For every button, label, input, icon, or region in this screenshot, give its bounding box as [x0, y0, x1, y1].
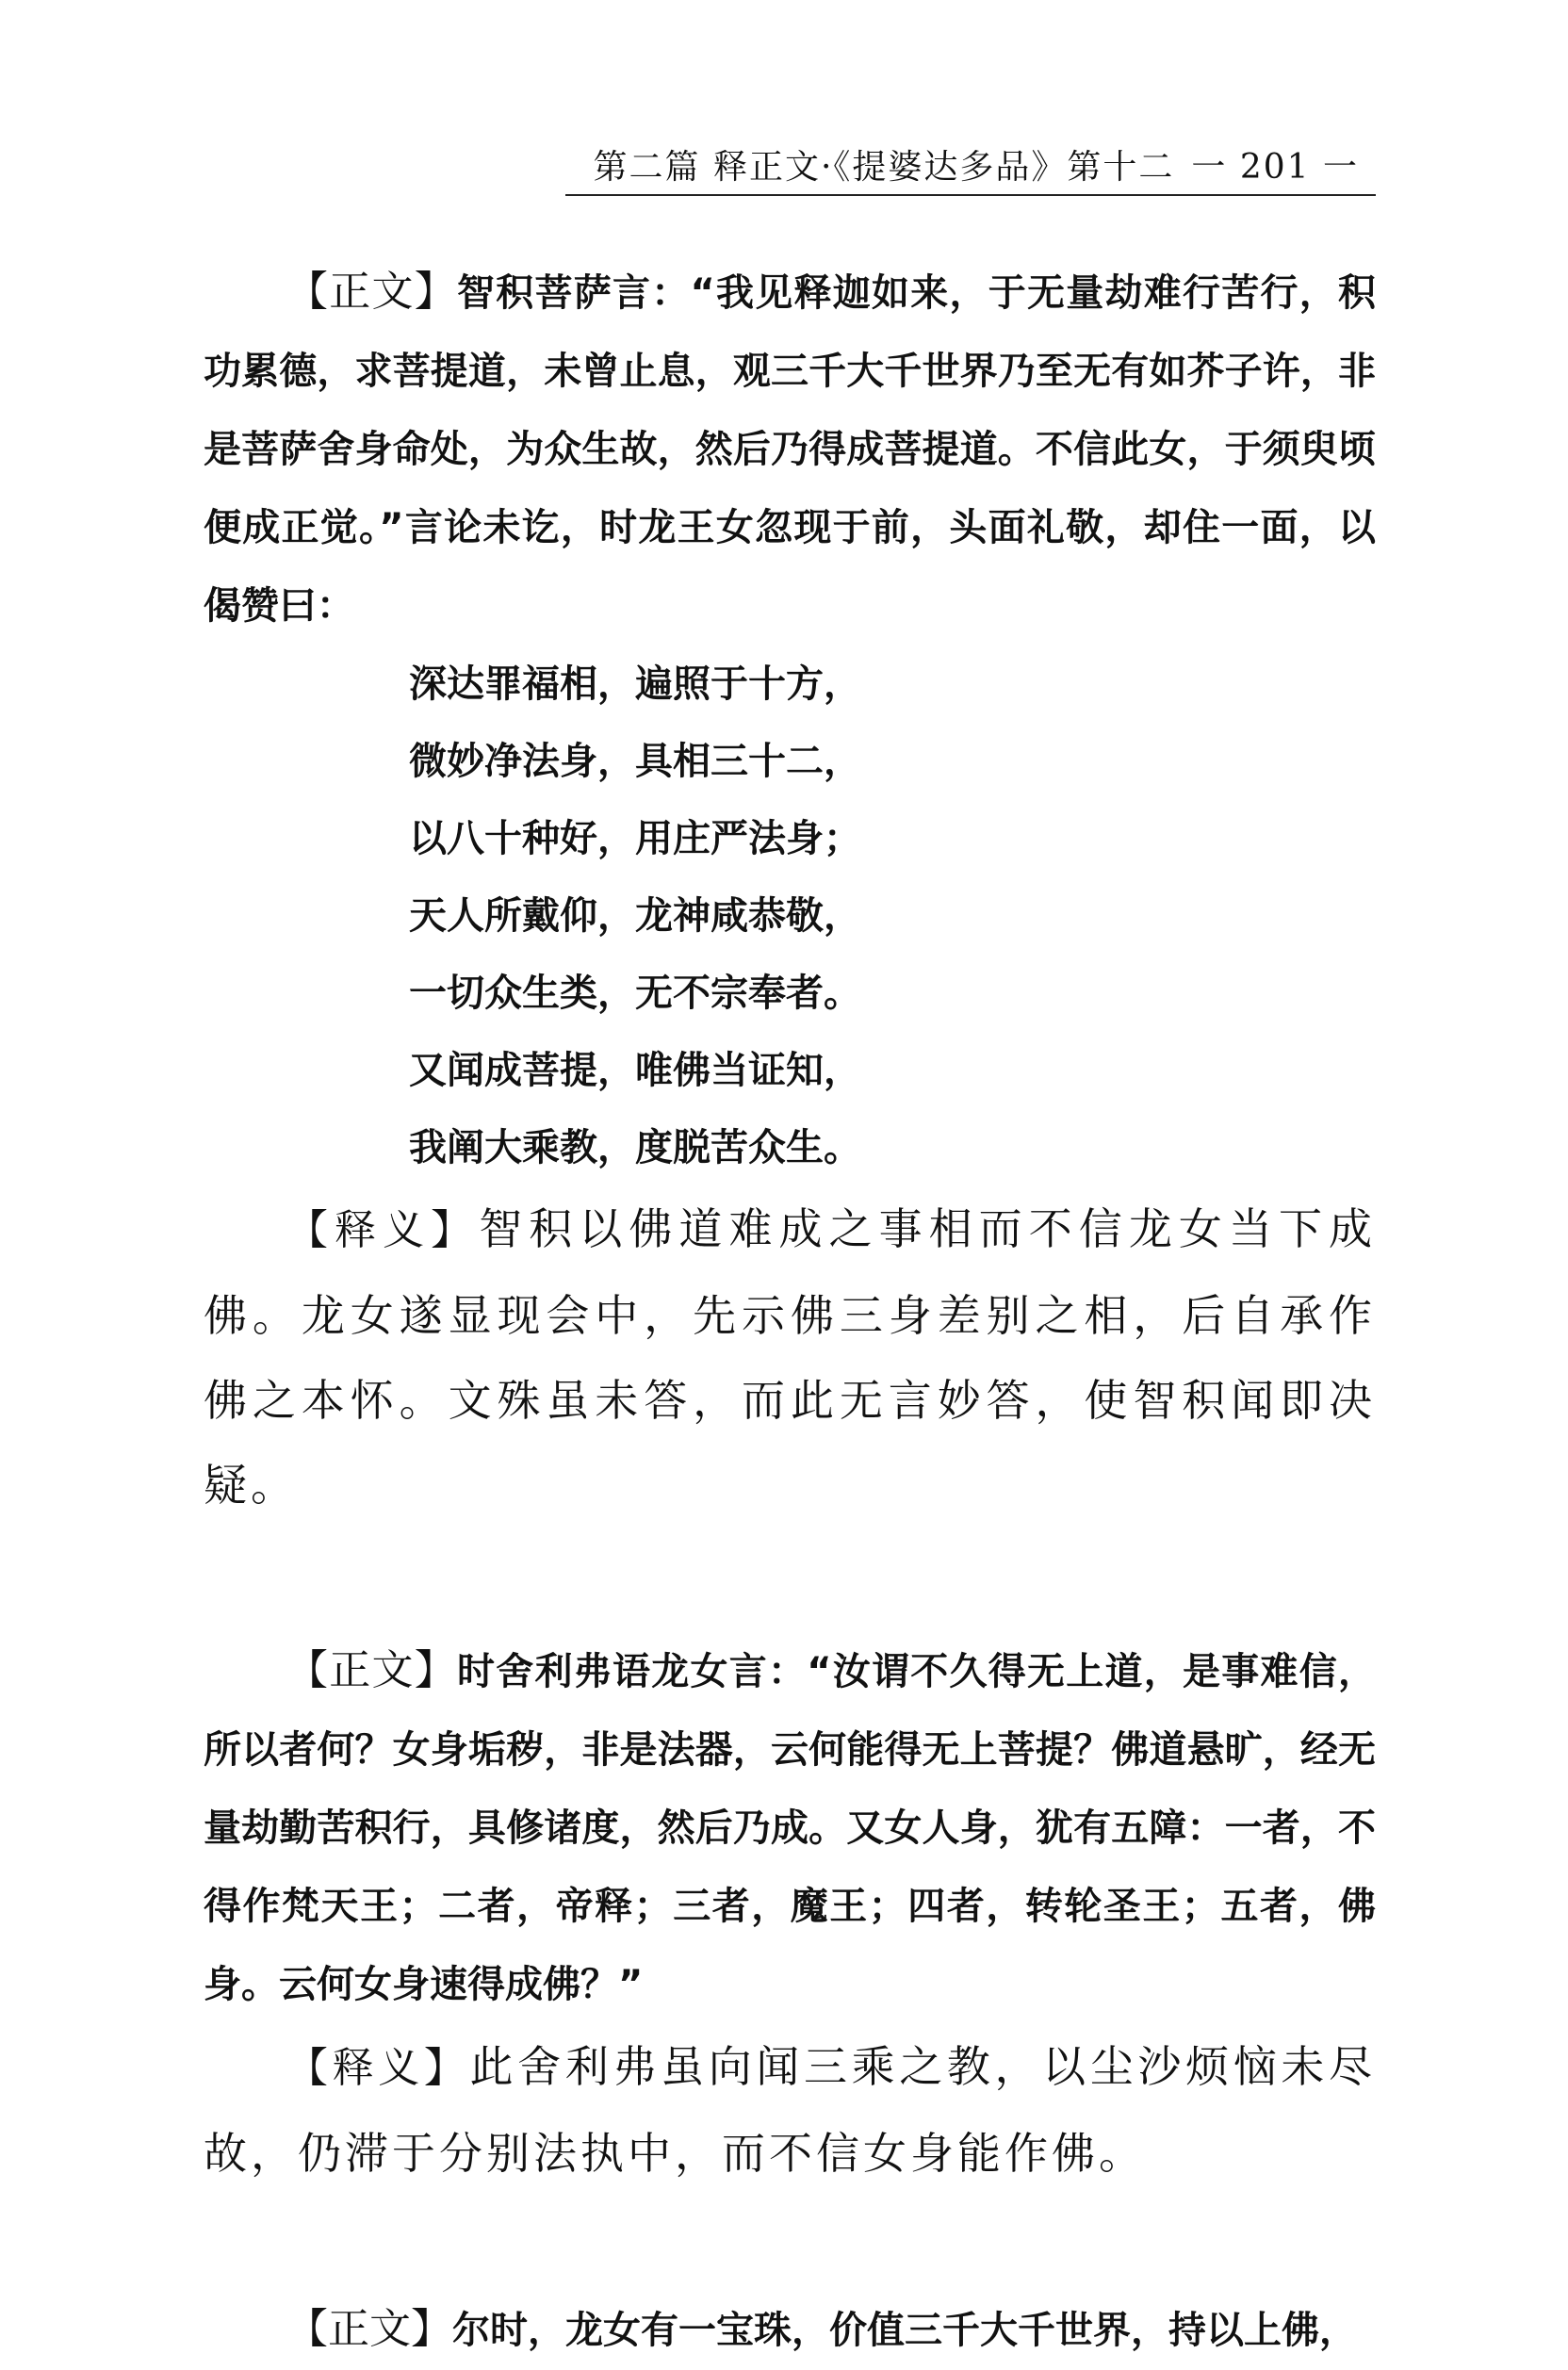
verse-line: 深达罪福相，遍照于十方，: [409, 662, 861, 706]
running-header: [565, 149, 1376, 196]
page-body: [204, 253, 1376, 2370]
scripture-paragraph-3: [204, 2290, 1376, 2370]
explanation-tag: 【释义】: [286, 2044, 470, 2092]
explanation-text: 此舍利弗虽向闻三乘之教，以尘沙烦恼未尽故，仍滞于分别法执中，而不信女身能作佛。: [204, 2041, 1377, 2179]
header-title: 第二篇 释正文·《提婆达多品》第十二: [593, 148, 1175, 187]
explanation-text: 智积以佛道难成之事相而不信龙女当下成佛。龙女遂显现会中，先示佛三身差别之相，后自承作佛之本怀。文殊虽未答，而此无言妙答，使智积闻即决疑。: [204, 1203, 1377, 1511]
scripture-tag: 【正文】: [286, 1646, 457, 1694]
verse-line: 一切众生类，无不宗奉者。: [409, 972, 861, 1015]
verse-line: 我阐大乘教，度脱苦众生。: [409, 1126, 861, 1169]
scripture-paragraph-1: [204, 253, 1376, 646]
explanation-paragraph-1: [204, 1186, 1376, 1528]
explanation-tag: 【释义】: [286, 1206, 480, 1254]
scripture-text: 尔时，龙女有一宝珠，价值三千大千世界，持以上佛，: [452, 2309, 1357, 2352]
verse-line: 又闻成菩提，唯佛当证知，: [409, 1049, 861, 1092]
scripture-tag: 【正文】: [286, 2305, 452, 2353]
scripture-paragraph-2: [204, 1631, 1376, 2024]
scripture-text: 时舍利弗语龙女言：“汝谓不久得无上道，是事难信，所以者何？女身垢秽，非是法器，云何能得无上菩提？佛道悬旷，经无量劫勤苦积行，具修诸度，然后乃成。又女人身，犹有五障：一者，不得作梵天王；二者，帝释；三者，魔王；四者，转轮圣王；五者，佛身。云何女身速得成佛？”: [204, 1650, 1376, 2006]
explanation-paragraph-2: [204, 2024, 1376, 2196]
verse-line: 以八十种好，用庄严法身；: [409, 817, 861, 860]
verse-line: 天人所戴仰，龙神咸恭敬，: [409, 894, 861, 938]
verse-block: [204, 646, 1376, 1186]
section-gap: [204, 1528, 1376, 1631]
header-page-number: 一 201 一: [1191, 148, 1359, 187]
section-gap: [204, 2196, 1376, 2290]
verse-line: 微妙净法身，具相三十二，: [409, 740, 861, 783]
scripture-text: 智积菩萨言：“我见释迦如来，于无量劫难行苦行，积功累德，求菩提道，未曾止息，观三千大千世界乃至无有如芥子许，非是菩萨舍身命处，为众生故，然后乃得成菩提道。不信此女，于须臾顷便成正觉。”言论未讫，时龙王女忽现于前，头面礼敬，却住一面，以偈赞曰：: [204, 271, 1376, 628]
scripture-tag: 【正文】: [286, 268, 457, 316]
